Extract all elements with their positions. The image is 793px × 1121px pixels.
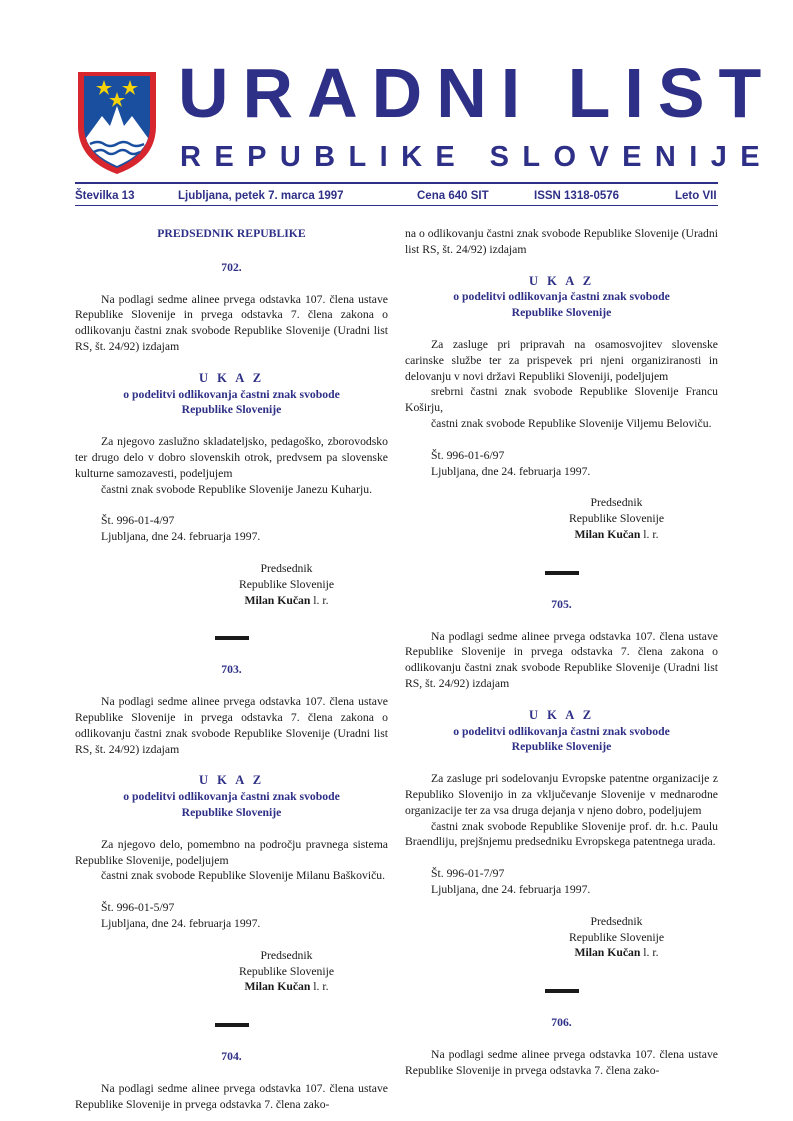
coat-of-arms-icon bbox=[74, 68, 160, 178]
decree-704-cont bbox=[405, 226, 718, 543]
decree-704-start bbox=[75, 1049, 388, 1112]
signature-block: Predsednik Republike Slovenije Milan Kučan l. r. bbox=[568, 496, 665, 541]
decree-703 bbox=[75, 662, 388, 995]
legal-basis-head: Na podlagi sedme alinee prvega odstavka 107. člena ustave Republike Slovenije in prvega odstavka 7. člena zako- bbox=[75, 1081, 388, 1111]
decree-number: 703. bbox=[221, 663, 242, 677]
masthead-title: URADNI LIST bbox=[178, 54, 776, 132]
issue-price: Cena 640 SIT bbox=[417, 190, 489, 202]
decree-reason: Za njegovo zaslužno skladateljsko, pedagoško, zborovodsko ter drugo delo v dobro slovenskih otrok, predvsem pa slovenske kulturne samozavesti, podeljujem bbox=[75, 435, 388, 480]
legal-basis-head: Na podlagi sedme alinee prvega odstavka 107. člena ustave Republike Slovenije in prvega odstavka 7. člena zako- bbox=[405, 1047, 718, 1077]
decree-706-start bbox=[405, 1015, 718, 1078]
decree-award: častni znak svobode Republike Slovenije prof. dr. h.c. Paulu Braendliju, prejšnjemu predsedniku Evropskega patentnega urada. bbox=[405, 819, 718, 849]
decree-702 bbox=[75, 260, 388, 609]
decree-reason: Za njegovo delo, pomembno na področju pravnega sistema Republike Slovenije, podeljujem bbox=[75, 837, 388, 867]
decree-reference: Št. 996-01-7/97 Ljubljana, dne 24. februarja 1997. bbox=[431, 867, 591, 896]
signature-block: Predsednik Republike Slovenije Milan Kučan l. r. bbox=[568, 914, 665, 960]
decree-award: častni znak svobode Republike Slovenije Janezu Kuharju. bbox=[101, 482, 373, 496]
separator bbox=[215, 1023, 249, 1027]
decree-award: častni znak svobode Republike Slovenije Milanu Baškoviču. bbox=[101, 869, 386, 883]
separator bbox=[545, 989, 579, 993]
decree-number: 704. bbox=[221, 1050, 242, 1064]
ukaz-heading: U K A Z o podelitvi odlikovanja častni znak svobode Republike Slovenije bbox=[453, 707, 670, 754]
issue-year: Leto VII bbox=[675, 190, 717, 202]
issue-date: Ljubljana, petek 7. marca 1997 bbox=[178, 190, 344, 202]
signature-block: Predsednik Republike Slovenije Milan Kučan l. r. bbox=[238, 561, 335, 607]
issue-issn: ISSN 1318-0576 bbox=[534, 190, 620, 202]
decree-reference: Št. 996-01-4/97 Ljubljana, dne 24. februarja 1997. bbox=[101, 514, 261, 544]
decree-reference: Št. 996-01-5/97 Ljubljana, dne 24. februarja 1997. bbox=[101, 901, 261, 930]
signature-block: Predsednik Republike Slovenije Milan Kučan l. r. bbox=[238, 948, 335, 994]
decree-reference: Št. 996-01-6/97 Ljubljana, dne 24. februarja 1997. bbox=[431, 448, 591, 478]
decree-reason: Za zasluge pri sodelovanju Evropske patentne organizacije z Republiko Slovenijo in za vključevanje Slovenije v mednarodne organizacije ter za vsa druga dejanja v njeno dobro, podeljujem bbox=[405, 772, 718, 817]
decree-number: 706. bbox=[551, 1016, 572, 1030]
ukaz-heading: U K A Z o podelitvi odlikovanja častni znak svobode Republike Slovenije bbox=[123, 370, 340, 417]
legal-basis: Na podlagi sedme alinee prvega odstavka 107. člena ustave Republike Slovenije in prvega odstavka 7. člena zakona o odlikovanju častni znak svobode Republike Slovenije (Uradni list RS, št. 24/92) izdajam bbox=[405, 629, 718, 690]
separator bbox=[545, 571, 579, 575]
decree-award-2: častni znak svobode Republike Slovenije Viljemu Beloviču. bbox=[431, 416, 712, 430]
decree-number: 705. bbox=[551, 597, 572, 611]
legal-basis-tail: na o odlikovanju častni znak svobode Republike Slovenije (Uradni list RS, št. 24/92) izdajam bbox=[405, 227, 718, 256]
legal-basis: Na podlagi sedme alinee prvega odstavka 107. člena ustave Republike Slovenije in prvega odstavka 7. člena zakona o odlikovanju častni znak svobode Republike Slovenije (Uradni list RS, št. 24/92) izdajam bbox=[75, 292, 388, 353]
issue-number: Številka 13 bbox=[75, 190, 135, 202]
legal-basis: Na podlagi sedme alinee prvega odstavka 107. člena ustave Republike Slovenije in prvega odstavka 7. člena zakona o odlikovanju častni znak svobode Republike Slovenije (Uradni list RS, št. 24/92) izdajam bbox=[75, 695, 388, 756]
section-heading: PREDSEDNIK REPUBLIKE bbox=[157, 227, 306, 240]
separator bbox=[215, 636, 249, 640]
decree-reason: Za zasluge pri pripravah na osamosvojitev slovenske carinske službe ter za prispevek pri njeni organiziranosti in delovanju v novi državi Republiki Sloveniji, podeljujem bbox=[405, 337, 718, 383]
right-column bbox=[405, 226, 718, 1078]
left-column bbox=[75, 212, 388, 1112]
masthead-subtitle: REPUBLIKE SLOVENIJE bbox=[180, 141, 773, 173]
masthead-rule-top bbox=[75, 182, 718, 184]
decree-number: 702. bbox=[221, 260, 242, 274]
ukaz-heading: U K A Z o podelitvi odlikovanja častni znak svobode Republike Slovenije bbox=[453, 273, 670, 320]
decree-705 bbox=[405, 597, 718, 961]
decree-award: srebrni častni znak svobode Republike Slovenije Francu Koširju, bbox=[405, 385, 718, 415]
ukaz-heading: U K A Z o podelitvi odlikovanja častni znak svobode Republike Slovenije bbox=[123, 773, 340, 819]
masthead-rule-bottom bbox=[75, 205, 718, 206]
